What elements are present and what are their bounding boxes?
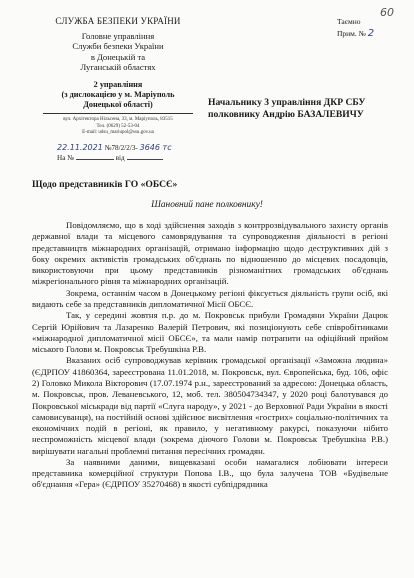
letterhead-divider [43,113,193,114]
copy-number-line [337,27,374,41]
service-name: СЛУЖБА БЕЗПЕКИ УКРАЇНИ [55,16,181,26]
salutation: Шановний пане полковнику! [151,200,263,210]
sub-line-2: (з дислокацією у м. Маріуполь [61,89,175,99]
letterhead [40,16,196,137]
on-label: На № [57,154,75,162]
body-paragraph-2: Зокрема, останнім часом в Донецькому регіоні фіксується діяльність групи осіб, які видають себе за представників дипломатичної Місії ОБСЄ. [32,287,388,309]
dept-line-2: Служби безпеки України [72,41,164,52]
address-line-3: E-mail: udsu_mariupol@ssu.gov.ua [82,130,154,136]
secrecy-label: Таємно [337,17,361,26]
addressee-line-2: полковнику Андрію БАЗАЛЕВИЧУ [208,109,364,121]
in-reply-line [57,154,163,162]
page-number: 60 [380,6,394,19]
dept-line-1: Головне управління [81,30,155,41]
addressee [208,97,404,122]
copy-label: Прим. № [337,29,366,39]
body-paragraph-4: Вказаних осіб супроводжував керівник громадської організації «Заможна людина» (ЄДРПОУ 41860364, зареєстрована 11.01.2018, м. Покровськ, вул. Європейська, буд. 106, офіс 2) Головко Микола Вікторович (17.07.1974 р.н., зареєстрований за адресою: Донецька область, м. Покровськ, пров. Леваневського, 12, моб. тел. 380504734347, у 2020 році балотувався до Покровської міськради від партії «Слуга народу», у 2021 - до Верховної Ради України в якості самовисуванця), на постійній основі здійснює висвітлення «гострих» соціально-політичних та економічних подій в регіоні, як правило, у негативному ракурсі, показуючи нібито неспроможність місцевої влади (зокрема діючого Голови м. Покровськ Требушкіна Р.В.) вирішувати нагальні проблемні питання пересічних громадян. [32,355,388,456]
body-paragraph-1: Повідомляємо, що в ході здійснення заходів з контррозвідувального захисту органів державної влади та місцевого самоврядування та супроводження діяльності в регіоні представництв міжнародних організацій, отримано інформацію щодо деструктивних дій з боку окремих активістів громадських об'єднань по відношенню до місцевих посадовців, використовуючи при цьому представників різноманітних громадських об'єднань міжрегіонального рівня та міжнародних організацій. [32,220,388,287]
ref-number: №78/2/2/3- [104,144,138,152]
secrecy-stamp [337,17,374,41]
ref-date: 22.11.2021 [57,143,103,152]
addressee-line-1: Начальнику 3 управління ДКР СБУ [208,97,366,108]
copy-number: 2 [367,28,375,40]
address-line-1: вул. Архітектора Нільсена, 33, м. Маріуполь, 83515 [63,116,173,122]
subject: Щодо представників ГО «ОБСЄ» [32,179,178,190]
ref-hand-number: 3646 тс [139,143,172,152]
dept-line-4: Луганській областях [80,62,156,73]
reference-line [57,143,172,152]
sub-line-1: 2 управління [93,79,143,89]
body-paragraph-3: Так, у середині жовтня п.р. до м. Покровськ прибули Громадяни України Дацюк Сергій Юрійович та Лазаренко Валерій Петрович, які позиціонують себе співробітниками «міжнародної дипломатичної місії ОБСЄ», та мали намір потрапити на офіційний прийом міського Голови м. Покровськ Требушкіна Р.В. [32,310,388,355]
body-paragraph-5: За наявними даними, вищевказані особи намагалися лобіювати інтереси представника комерційної структури Попова І.В., що була залучена ТОВ «Будівельне об'єднання «Гера» (ЄДРПОУ 35270468) в якості субпідрядника [32,456,388,490]
sub-line-3: Донецької області) [83,99,153,109]
from-label: від [115,154,125,162]
letter-body [32,220,388,491]
address-line-2: Тел. (0629) 52-53-04 [96,123,140,129]
dept-line-3: в Донецькій та [90,51,146,62]
